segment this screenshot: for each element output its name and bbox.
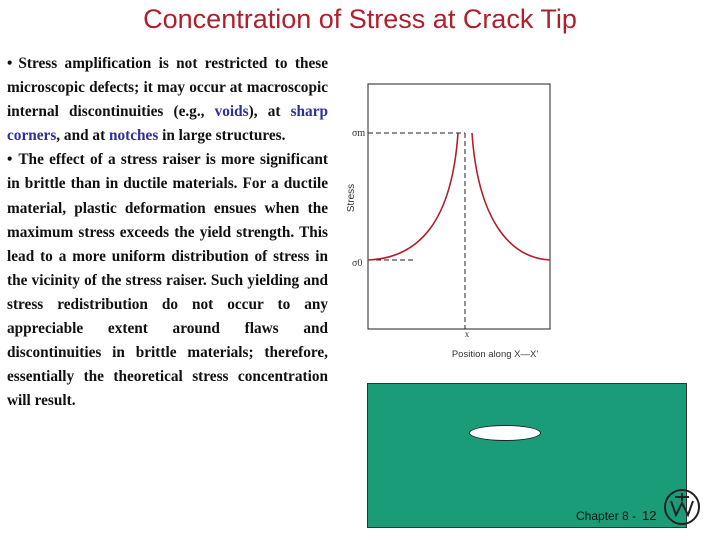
elliptical-hole: [469, 425, 541, 441]
chapter-label: Chapter 8 -: [576, 509, 637, 523]
slide-title: Concentration of Stress at Crack Tip: [143, 4, 577, 34]
bullet-paragraph-2: [7, 148, 328, 413]
sigma-0-label: σ0: [352, 258, 363, 269]
text-segment: The effect of a stress raiser is more significant in brittle than in ductile materials. For a ductile material, plastic deformation ensues when the maximum stress exceeds the yield strength. This lead to a more uniform distribution of stress in the vicinity of the stress raiser. Such yielding and stress redistribution do not occur to any appreciable extent around flaws and discontinuities in brittle materials; therefore, essentially the theoretical stress concentration will result.: [7, 151, 328, 410]
plot-frame: [368, 84, 550, 329]
y-axis-label: Stress: [346, 183, 357, 213]
footer: [576, 508, 657, 523]
page-number: 12: [642, 508, 657, 523]
bullet-paragraph-1: [7, 52, 328, 148]
text-segment: Stress amplification is not restricted to these microscopic defects; it may occur at macroscopic internal discontinuities (e.g.,: [7, 55, 328, 121]
bullet-mark: •: [7, 55, 13, 72]
stress-curve-left: [368, 133, 458, 260]
bullet-mark: •: [7, 151, 13, 169]
highlight-sharp-corners: sharp corners: [7, 103, 328, 145]
highlight-voids: voids: [214, 103, 249, 121]
stress-distribution-figure: [340, 80, 555, 365]
text-segment: ), at: [248, 103, 291, 121]
x-marker: x: [464, 329, 470, 339]
body-text: [7, 52, 328, 413]
plate-cross-section: [367, 383, 687, 528]
stress-curve-right: [472, 133, 550, 260]
publisher-logo-icon: [662, 487, 702, 527]
x-axis-label: Position along X—X': [451, 349, 539, 360]
text-segment: , and at: [56, 127, 109, 145]
sigma-m-label: σm: [352, 128, 366, 139]
highlight-notches: notches: [108, 127, 159, 145]
text-segment: in large structures.: [158, 127, 286, 145]
